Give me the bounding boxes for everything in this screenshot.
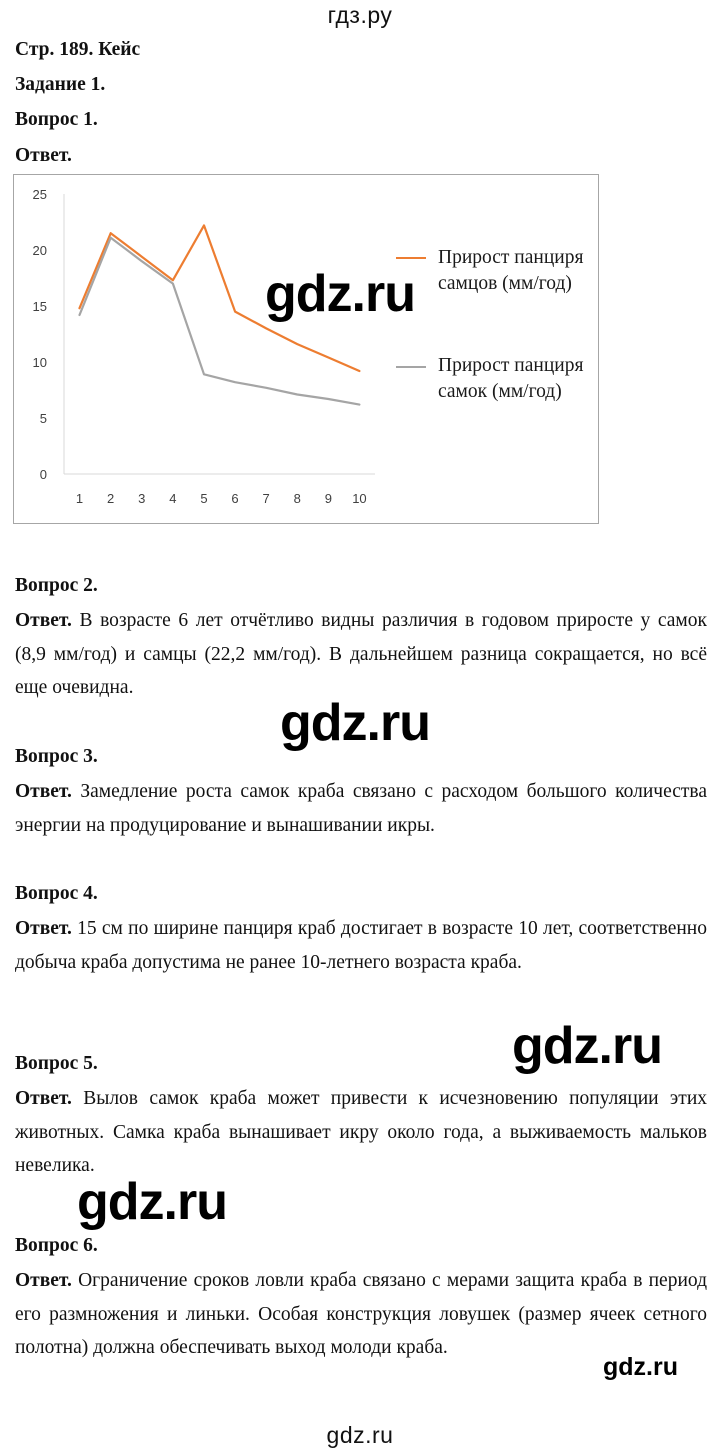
answer-1-label: Ответ.: [15, 145, 72, 166]
x-tick-label: 6: [231, 491, 239, 506]
question-1-heading: Вопрос 1.: [15, 109, 98, 130]
x-tick-label: 8: [293, 491, 301, 506]
answer-paragraph: [15, 775, 707, 842]
answer-label: Ответ.: [15, 610, 72, 631]
page-heading: Стр. 189. Кейс: [15, 39, 141, 60]
answer-label: Ответ.: [15, 1088, 72, 1109]
site-header: гдз.ру: [327, 2, 393, 28]
answer-paragraph: [15, 912, 707, 979]
legend-label-males: Прирост панциря самцов (мм/год): [438, 247, 584, 294]
answer-text: Вылов самок краба может привести к исчезновению популяции этих животных. Самка краба вынашивает икру около года, а выживаемость мальков невелика.: [15, 1088, 707, 1176]
x-tick-label: 9: [324, 491, 332, 506]
answer-text: Ограничение сроков ловли краба связано с мерами защита краба в период его размножения и линьки. Особая конструкция ловушек (размер ячеек сетного полотна) должна обеспечивать выход молоди краба.: [15, 1270, 707, 1358]
y-tick-label: 15: [32, 299, 47, 314]
x-tick-label: 4: [169, 491, 177, 506]
watermark: gdz.ru: [512, 1017, 662, 1075]
answer-label: Ответ.: [15, 781, 72, 802]
watermark: gdz.ru: [265, 265, 415, 323]
x-tick-label: 1: [75, 491, 84, 506]
watermark: gdz.ru: [280, 694, 430, 752]
answer-paragraph: [15, 1264, 707, 1365]
x-tick-label: 3: [138, 491, 146, 506]
question-heading: Вопрос 4.: [15, 883, 98, 904]
site-footer: gdz.ru: [326, 1422, 394, 1448]
watermark: gdz.ru: [77, 1173, 227, 1231]
chart-frame: [13, 174, 599, 524]
answer-paragraph: [15, 604, 707, 705]
y-tick-label: 10: [32, 355, 47, 370]
answer-text: В возрасте 6 лет отчётливо видны различия в годовом приросте у самок (8,9 мм/год) и самцы (22,2 мм/год). В дальнейшем разница сокращается, но всё еще очевидна.: [15, 610, 707, 698]
question-heading: Вопрос 6.: [15, 1235, 98, 1256]
legend-label-females: Прирост панциря самок (мм/год): [438, 355, 584, 402]
x-tick-label: 10: [352, 491, 367, 506]
answer-text: 15 см по ширине панциря краб достигает в возрасте 10 лет, соответственно добыча краба допустима не ранее 10-летнего возраста краба.: [15, 918, 707, 973]
y-tick-label: 5: [39, 411, 47, 426]
question-heading: Вопрос 2.: [15, 575, 98, 596]
x-tick-label: 7: [262, 491, 270, 506]
y-tick-label: 0: [39, 467, 47, 482]
y-tick-label: 20: [32, 243, 47, 258]
legend-swatch-males: [396, 257, 426, 259]
answer-paragraph: [15, 1082, 707, 1183]
task-heading: Задание 1.: [15, 74, 106, 95]
line-chart: [14, 175, 598, 523]
answer-label: Ответ.: [15, 918, 72, 939]
question-heading: Вопрос 3.: [15, 746, 98, 767]
x-tick-label: 5: [200, 491, 208, 506]
x-tick-label: 2: [107, 491, 115, 506]
answer-label: Ответ.: [15, 1270, 72, 1291]
answer-text: Замедление роста самок краба связано с расходом большого количества энергии на продуцирование и вынашивании икры.: [15, 781, 707, 836]
y-tick-label: 25: [32, 187, 47, 202]
legend-swatch-females: [396, 366, 426, 368]
question-heading: Вопрос 5.: [15, 1053, 98, 1074]
watermark: gdz.ru: [603, 1353, 678, 1381]
